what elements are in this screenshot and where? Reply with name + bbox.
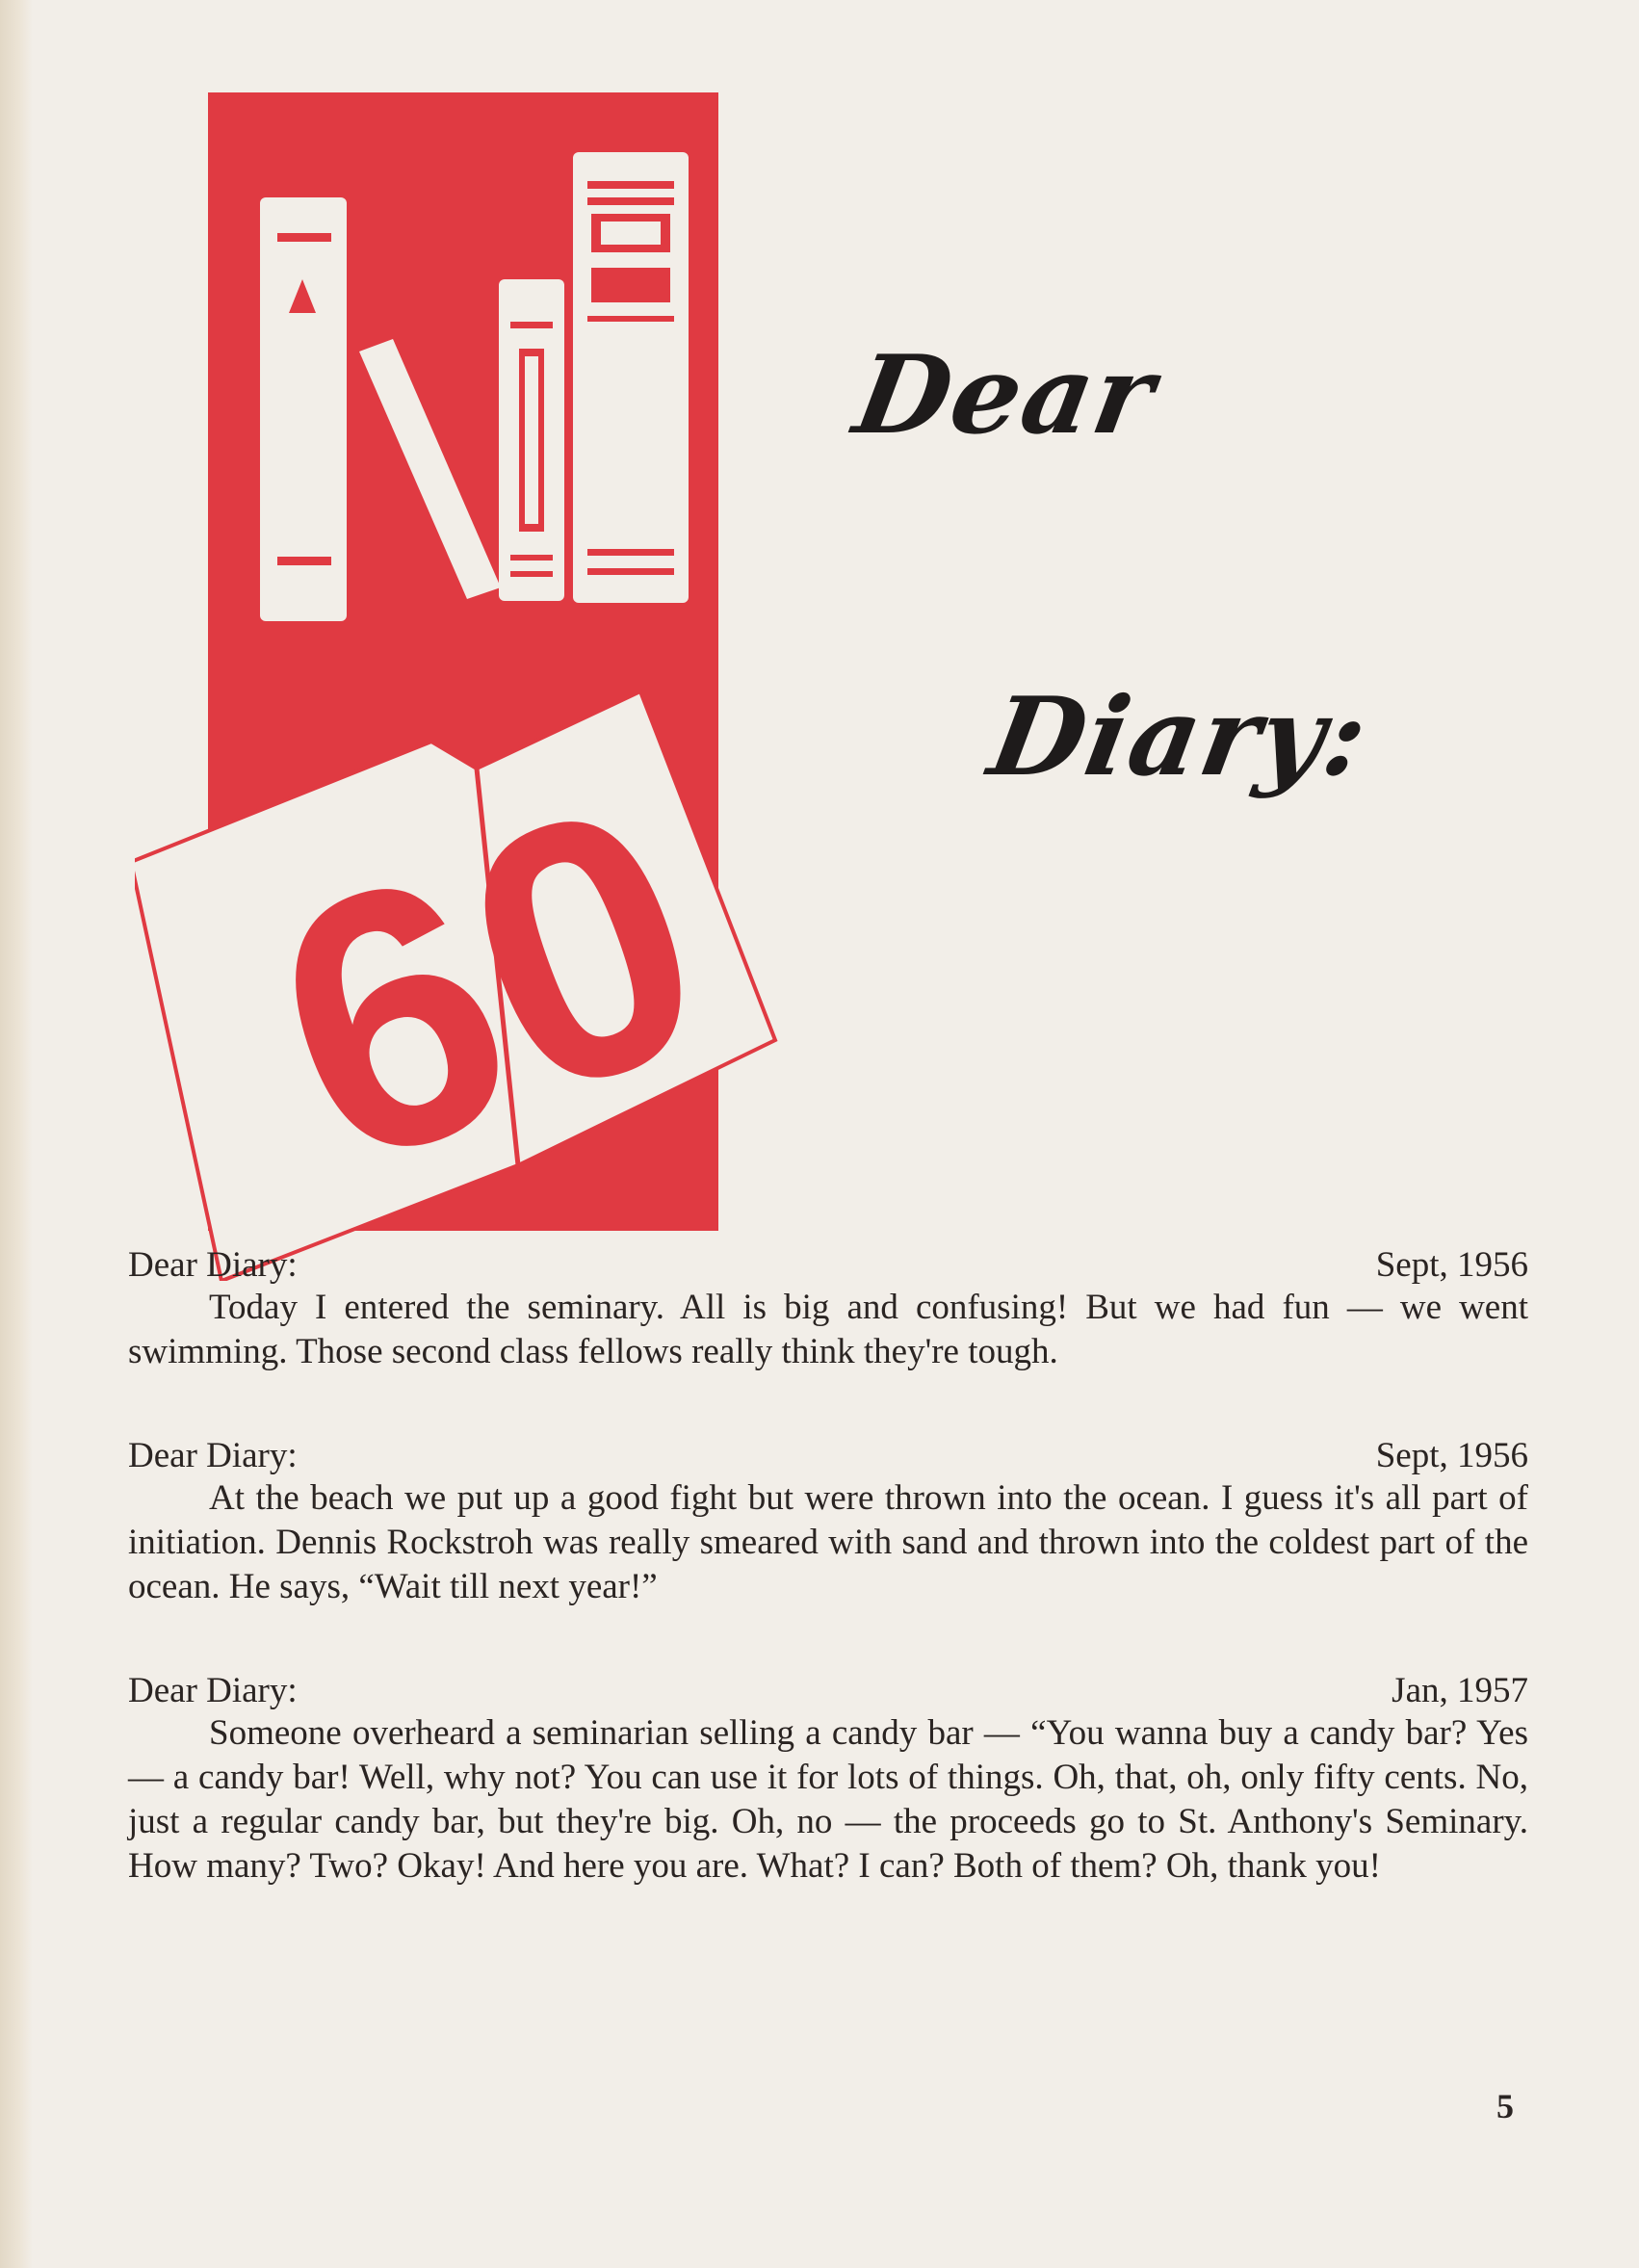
book-3 <box>499 279 564 601</box>
entry-text: At the beach we put up a good fight but were thrown into the ocean. I guess it's all part of initiation. Dennis Rockstroh was really smeared with sand and thrown into the coldest part of the ocean. He says, “Wait till next year!” <box>128 1478 1528 1606</box>
entry-salutation: Dear Diary: <box>128 1245 298 1285</box>
entry-salutation: Dear Diary: <box>128 1671 298 1710</box>
entry-header <box>128 1228 1528 1286</box>
entry-date: Sept, 1956 <box>1375 1245 1528 1285</box>
page-edge <box>0 0 33 2268</box>
entry-salutation: Dear Diary: <box>128 1436 298 1475</box>
books-and-open-book-illustration <box>135 87 809 1281</box>
book-number-text: 60 <box>226 721 749 1246</box>
entry-text: Today I entered the seminary. All is big and confusing! But we had fun — we went swimming. Those second class fellows really think they're tough. <box>128 1288 1528 1371</box>
diary-entry <box>128 1654 1528 1889</box>
book-1 <box>260 197 347 621</box>
diary-entry <box>128 1228 1528 1374</box>
entry-text: Someone overheard a seminarian selling a candy bar — “You wanna buy a candy bar? Yes — a candy bar! Well, why not? You can use it for lots of things. Oh, that, oh, only fifty cents. No, just a regular candy bar, but they're big. Oh, no — the proceeds go to St. Anthony's Seminary. How many? Two? Okay! And here you are. What? I can? Both of them? Oh, thank you! <box>128 1713 1528 1886</box>
entry-header <box>128 1419 1528 1476</box>
entry-date: Jan, 1957 <box>1392 1671 1528 1710</box>
heading-diary: Diary: <box>980 674 1379 800</box>
entry-date: Sept, 1956 <box>1375 1436 1528 1475</box>
heading-dear: Dear <box>846 332 1165 458</box>
diary-entry <box>128 1419 1528 1609</box>
diary-entries <box>128 1228 1528 1933</box>
book-4 <box>573 152 689 603</box>
entry-header <box>128 1654 1528 1711</box>
page-number: 5 <box>1496 2087 1514 2125</box>
